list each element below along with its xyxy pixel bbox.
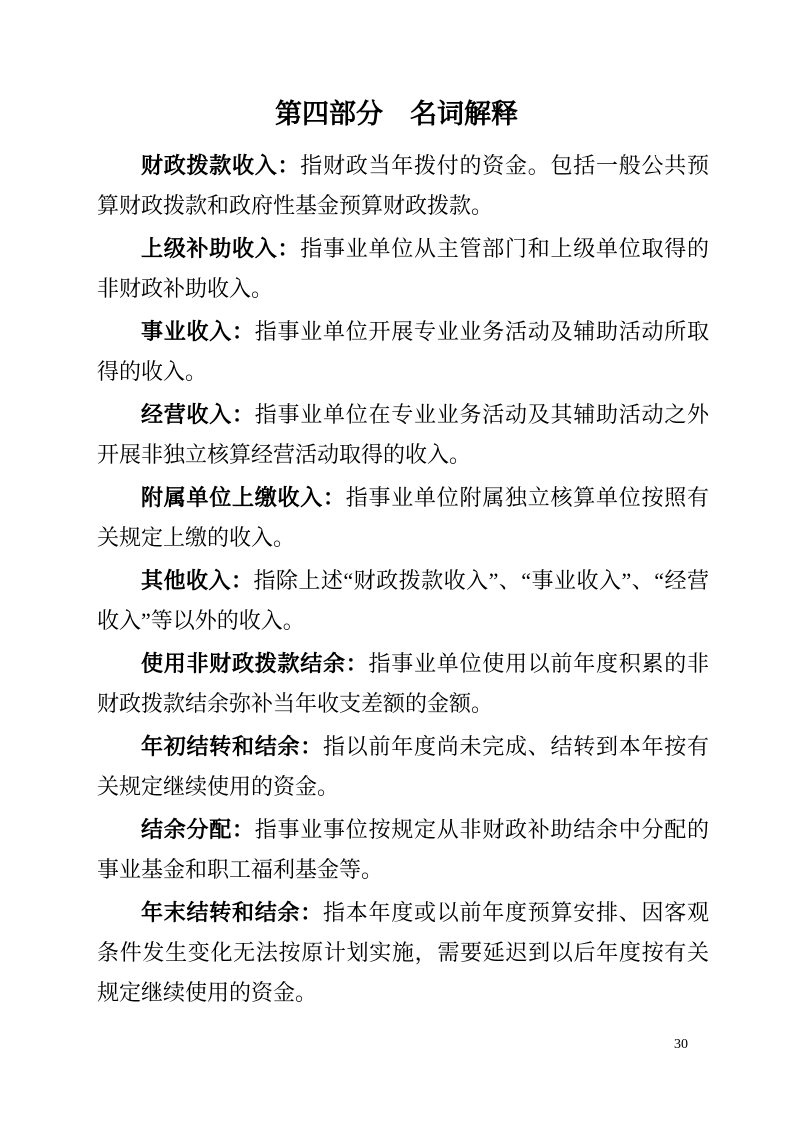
term-label: 结余分配： — [141, 817, 255, 842]
term-label: 经营收入： — [141, 402, 255, 427]
term-definition: 指事业单位使用以前年度积累的非财政拨款结余弥补当年收支差额的金额。 — [97, 651, 709, 716]
term-paragraph — [97, 727, 709, 807]
term-label: 年末结转和结余： — [141, 900, 323, 925]
term-paragraph — [97, 644, 709, 724]
term-definition: 指本年度或以前年度预算安排、因客观条件发生变化无法按原计划实施，需要延迟到以后年度按有关规定继续使用的资金。 — [97, 900, 709, 1005]
page-title: 第四部分 名词解释 — [275, 99, 518, 129]
term-definition: 指以前年度尚未完成、结转到本年按有关规定继续使用的资金。 — [97, 734, 709, 799]
term-label: 其他收入： — [141, 568, 254, 593]
term-label: 上级补助收入： — [141, 236, 301, 261]
term-definition: 指事业单位附属独立核算单位按照有关规定上缴的收入。 — [97, 485, 709, 550]
term-paragraph — [97, 810, 709, 890]
term-paragraph — [97, 561, 709, 641]
term-label: 事业收入： — [141, 319, 255, 344]
term-label: 年初结转和结余： — [141, 734, 323, 759]
term-label: 使用非财政拨款结余： — [141, 651, 369, 676]
term-definition: 指除上述“财政拨款收入”、“事业收入”、“经营收入”等以外的收入。 — [97, 568, 709, 633]
glossary-body — [97, 146, 709, 1013]
term-definition: 指事业单位从主管部门和上级单位取得的非财政补助收入。 — [97, 236, 709, 301]
term-paragraph — [97, 395, 709, 475]
page-number: 30 — [674, 1037, 688, 1052]
term-definition: 指事业事位按规定从非财政补助结余中分配的事业基金和职工福利基金等。 — [97, 817, 709, 882]
term-paragraph — [97, 478, 709, 558]
term-paragraph — [97, 146, 709, 226]
term-paragraph — [97, 893, 709, 1013]
term-paragraph — [97, 312, 709, 392]
term-label: 财政拨款收入： — [141, 153, 301, 178]
term-definition: 指财政当年拨付的资金。包括一般公共预算财政拨款和政府性基金预算财政拨款。 — [97, 153, 709, 218]
term-definition: 指事业单位开展专业业务活动及辅助活动所取得的收入。 — [97, 319, 709, 384]
term-definition: 指事业单位在专业业务活动及其辅助活动之外开展非独立核算经营活动取得的收入。 — [97, 402, 709, 467]
term-label: 附属单位上缴收入： — [141, 485, 346, 510]
term-paragraph — [97, 229, 709, 309]
